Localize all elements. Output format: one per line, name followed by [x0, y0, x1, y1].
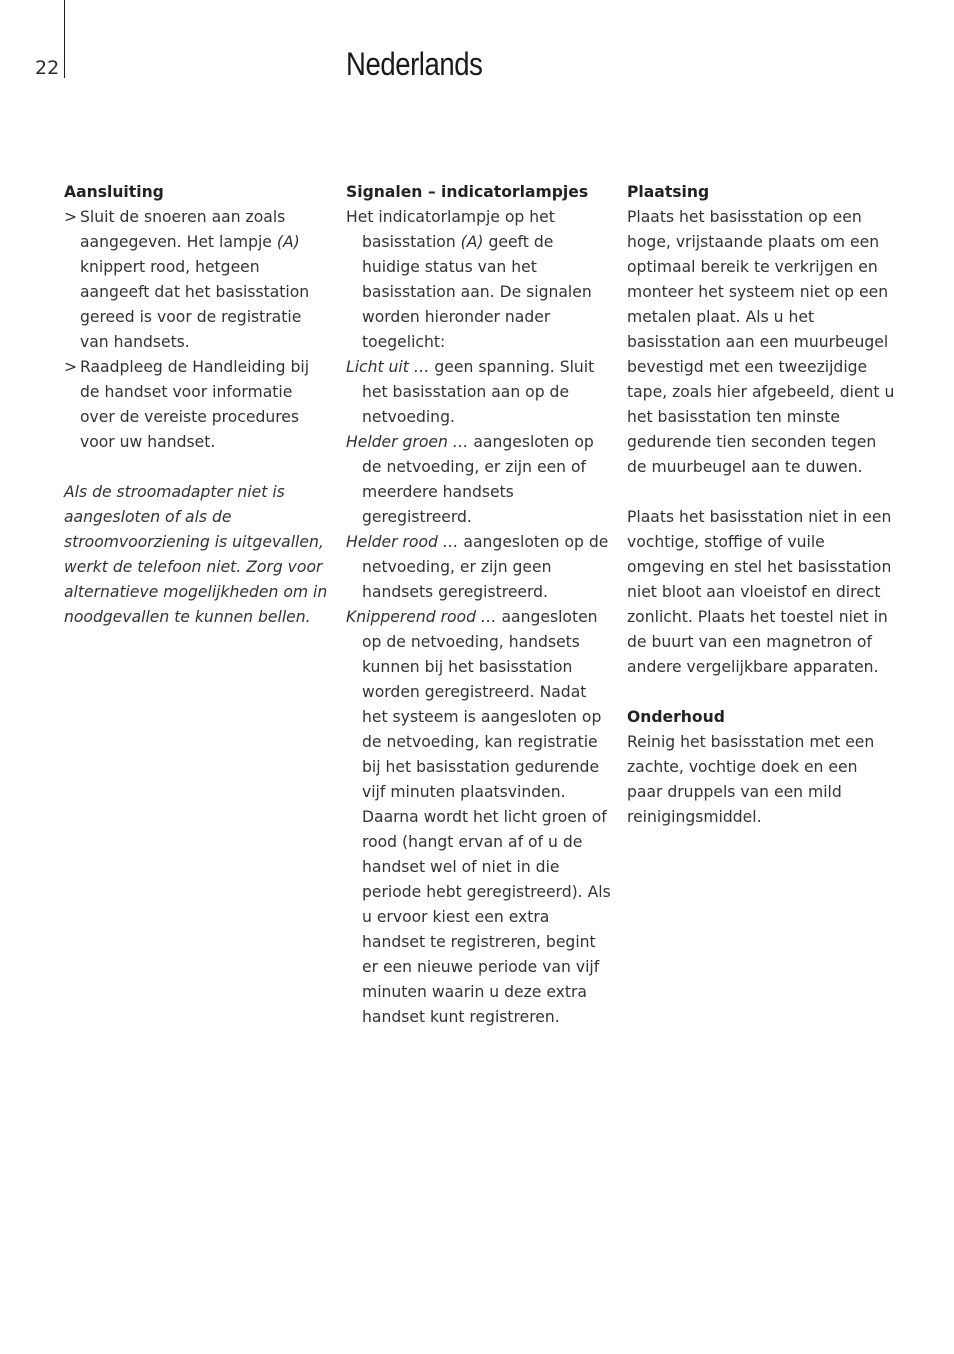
- power-warning-text: Als de stroomadapter niet is aangesloten of als de stroomvoorziening is uitgevallen, werkt de telefoon niet. Zorg voor alternatieve mogelijkheden om in noodgevallen te kunnen bellen.: [64, 483, 328, 626]
- signal-term: Helder groen …: [346, 433, 469, 451]
- signal-description: aangesloten op de netvoeding, er zijn geen handsets geregistreerd.: [362, 533, 609, 601]
- page-number: 22: [35, 57, 60, 79]
- section-heading-plaatsing: Plaatsing: [627, 183, 710, 201]
- column-placement: [627, 180, 897, 830]
- bullet-text: [80, 205, 332, 355]
- list-item: [64, 355, 332, 455]
- bullet-text-part: knippert rood, hetgeen aangeeft dat het basisstation gereed is voor de registratie van handsets.: [80, 258, 310, 351]
- signal-description: geen spanning. Sluit het basisstation aan op de netvoeding.: [362, 358, 595, 426]
- placement-paragraph: Plaats het basisstation op een hoge, vrijstaande plaats om een optimaal bereik te verkrijgen en monteer het systeem niet op een metalen plaat. Als u het basisstation aan een muurbeugel bevestigd met een tweezijdige tape, zoals hier afgebeeld, dient u het basisstation ten minste gedurende tien seconden tegen de muurbeugel aan te duwen.: [627, 208, 895, 476]
- bullet-marker: >: [64, 208, 78, 226]
- signal-item-red: [346, 530, 614, 605]
- intro-text-part: Het indicatorlampje op het basisstation: [346, 208, 555, 251]
- list-item: [64, 205, 332, 355]
- column-signals: [346, 180, 614, 1030]
- section-heading-onderhoud: Onderhoud: [627, 708, 725, 726]
- bullet-text-part: Sluit de snoeren aan zoals aangegeven. Het lampje: [80, 208, 286, 251]
- section-heading-aansluiting: Aansluiting: [64, 183, 164, 201]
- signal-item-green: [346, 430, 614, 530]
- signal-term: Knipperend rood …: [346, 608, 497, 626]
- page-title: Nederlands: [346, 46, 483, 82]
- bullet-text: Raadpleeg de Handleiding bij de handset voor informatie over de vereiste procedures voor uw handset.: [80, 358, 310, 451]
- bullet-marker: >: [64, 358, 78, 376]
- signal-item-blinking-red: [346, 605, 614, 1030]
- maintenance-paragraph: Reinig het basisstation met een zachte, vochtige doek en een paar druppels van een mild reinigingsmiddel.: [627, 733, 875, 826]
- reference-label: (A): [460, 233, 484, 251]
- reference-label: (A): [276, 233, 300, 251]
- signal-term: Helder rood …: [346, 533, 459, 551]
- signals-intro: [346, 205, 614, 355]
- power-warning-note: [64, 480, 332, 630]
- header-divider-line: [64, 0, 65, 78]
- placement-paragraph: Plaats het basisstation niet in een vochtige, stoffige of vuile omgeving en stel het basisstation niet bloot aan vloeistof en direct zonlicht. Plaats het toestel niet in de buurt van een magnetron of andere vergelijkbare apparaten.: [627, 508, 892, 676]
- intro-text-part: geeft de huidige status van het basisstation aan. De signalen worden hieronder nader toegelicht:: [362, 233, 592, 351]
- column-connection: [64, 180, 332, 630]
- signal-item-off: [346, 355, 614, 430]
- section-heading-signalen: Signalen – indicatorlampjes: [346, 183, 589, 201]
- signal-description: aangesloten op de netvoeding, handsets kunnen bij het basisstation worden geregistreerd. Nadat het systeem is aangesloten op de netvoeding, kan registratie bij het basisstation gedurende vijf minuten plaatsvinden. Daarna wordt het licht groen of rood (hangt ervan af of u de handset wel of niet in die periode hebt geregistreerd). Als u ervoor kiest een extra handset te registreren, begint er een nieuwe periode van vijf minuten waarin u deze extra handset kunt registreren.: [362, 608, 611, 1026]
- signal-description: aangesloten op de netvoeding, er zijn een of meerdere handsets geregistreerd.: [362, 433, 594, 526]
- signal-term: Licht uit …: [346, 358, 430, 376]
